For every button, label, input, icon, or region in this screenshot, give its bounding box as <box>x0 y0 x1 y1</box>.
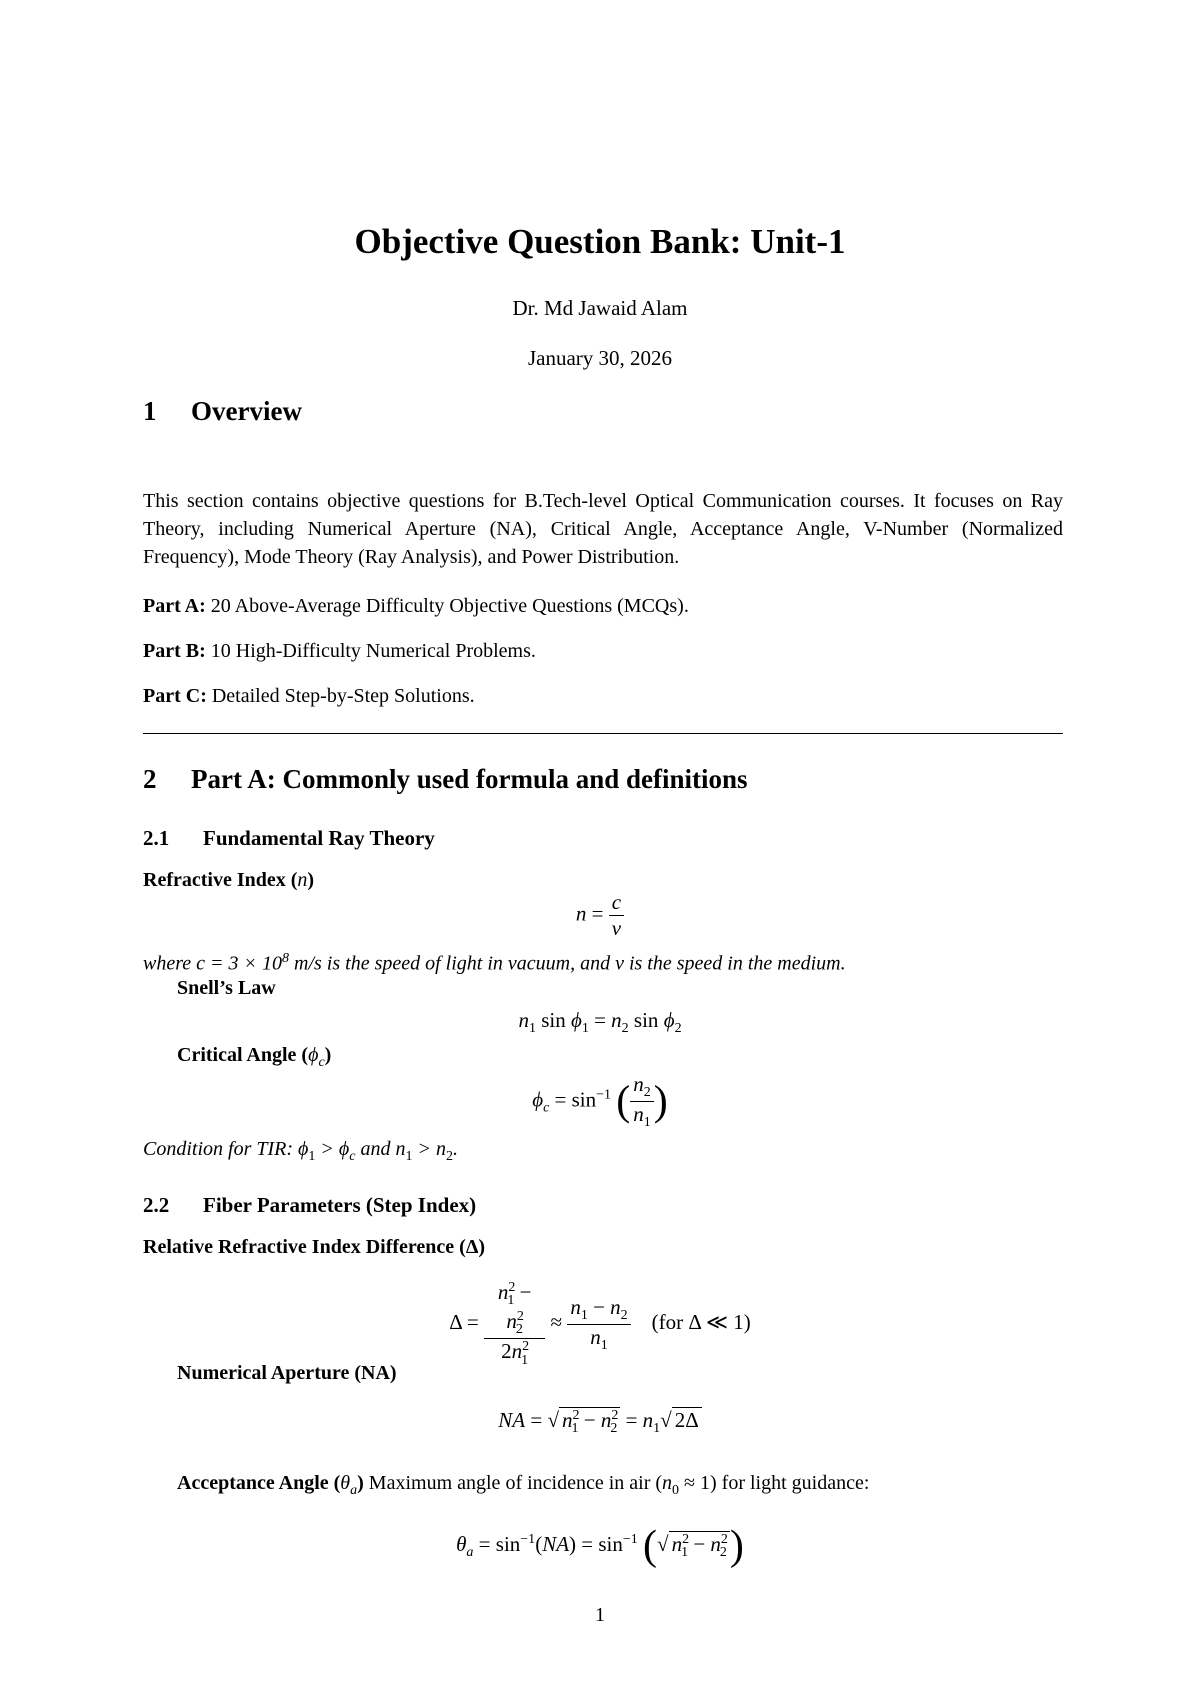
horizontal-rule <box>143 733 1063 734</box>
section-heading-part-a <box>143 764 748 795</box>
part-b-line: Part B: 10 High-Difficulty Numerical Problems. <box>143 640 536 662</box>
delta-condition: (for Δ ≪ 1) <box>651 1310 751 1335</box>
part-c-line: Part C: Detailed Step-by-Step Solutions. <box>143 685 475 707</box>
section-number: 1 <box>143 396 157 426</box>
equation-critical-angle: $\phi_c = \sin^{-1}$ ( $\frac{n_2}{n_1}$ ) <box>532 1072 668 1131</box>
tir-condition: Condition for TIR: $\phi_1 > \phi_c$ and $n_1 > n_2$. <box>143 1138 458 1164</box>
speed-of-light-note: where $c = 3 \times 10^8$ m/s is the speed of light in vacuum, and v is the speed in the medium. <box>143 951 846 975</box>
page-number: 1 <box>595 1604 605 1626</box>
subsection-heading-2-2: 2.2 Fiber Parameters (Step Index) <box>143 1193 477 1217</box>
critical-angle-label: Critical Angle $(\phi_c)$ <box>177 1044 332 1070</box>
acceptance-angle-line: Acceptance Angle $(\theta_a)$ Maximum angle of incidence in air $(n_0 \approx 1)$ for light guidance: <box>177 1472 870 1498</box>
document-title: Objective Question Bank: Unit-1 <box>354 222 846 261</box>
snells-law-label: Snell’s Law <box>177 977 276 999</box>
equation-numerical-aperture: NA = √ $n^2_1 - n^2_2 = n_1√$ 2Δ <box>0 1408 1200 1437</box>
part-a-line: Part A: 20 Above-Average Difficulty Objective Questions (MCQs). <box>143 595 689 617</box>
delta-label: Relative Refractive Index Difference (Δ) <box>143 1236 486 1258</box>
equation-refractive-index: n = $\frac{c}{v}$ <box>0 890 1200 941</box>
date: January 30, 2026 <box>527 346 673 370</box>
section-heading-overview <box>143 396 302 427</box>
section-number: 2 <box>143 764 157 794</box>
author: Dr. Md Jawaid Alam <box>512 296 688 320</box>
overview-paragraph: This section contains objective questions for B.Tech-level Optical Communication courses. It focuses on Ray Theory, including Numerical Aperture (NA), Critical Angle, Acceptance Angle, V-Number (Normalized Frequency), Mode Theory (Ray Analysis), and Power Distribution. <box>143 490 1063 568</box>
equation-acceptance-angle: $\theta_a = \sin^{-1}(NA) = \sin^{-1}$ (√ $n^2_1 - n^2_2$) <box>456 1523 744 1569</box>
subsection-heading-2-1: 2.1 Fundamental Ray Theory <box>143 826 435 850</box>
refractive-index-label: Refractive Index (n) <box>143 869 315 891</box>
equation-snells-law: $n_1$ $\sin \phi_1 = n_2$ $\sin \phi_2$ <box>518 1008 682 1037</box>
numerical-aperture-label: Numerical Aperture (NA) <box>177 1362 397 1384</box>
equation-delta: Δ = $\frac{n^2_1 - n^2_2}{2n^2_1}$ ≈ $\frac{n_1 - n_2}{n_1}$ (for Δ ≪ 1) <box>449 1280 751 1368</box>
section-title: Overview <box>191 396 302 426</box>
section-title: Part A: Commonly used formula and definitions <box>191 764 748 794</box>
